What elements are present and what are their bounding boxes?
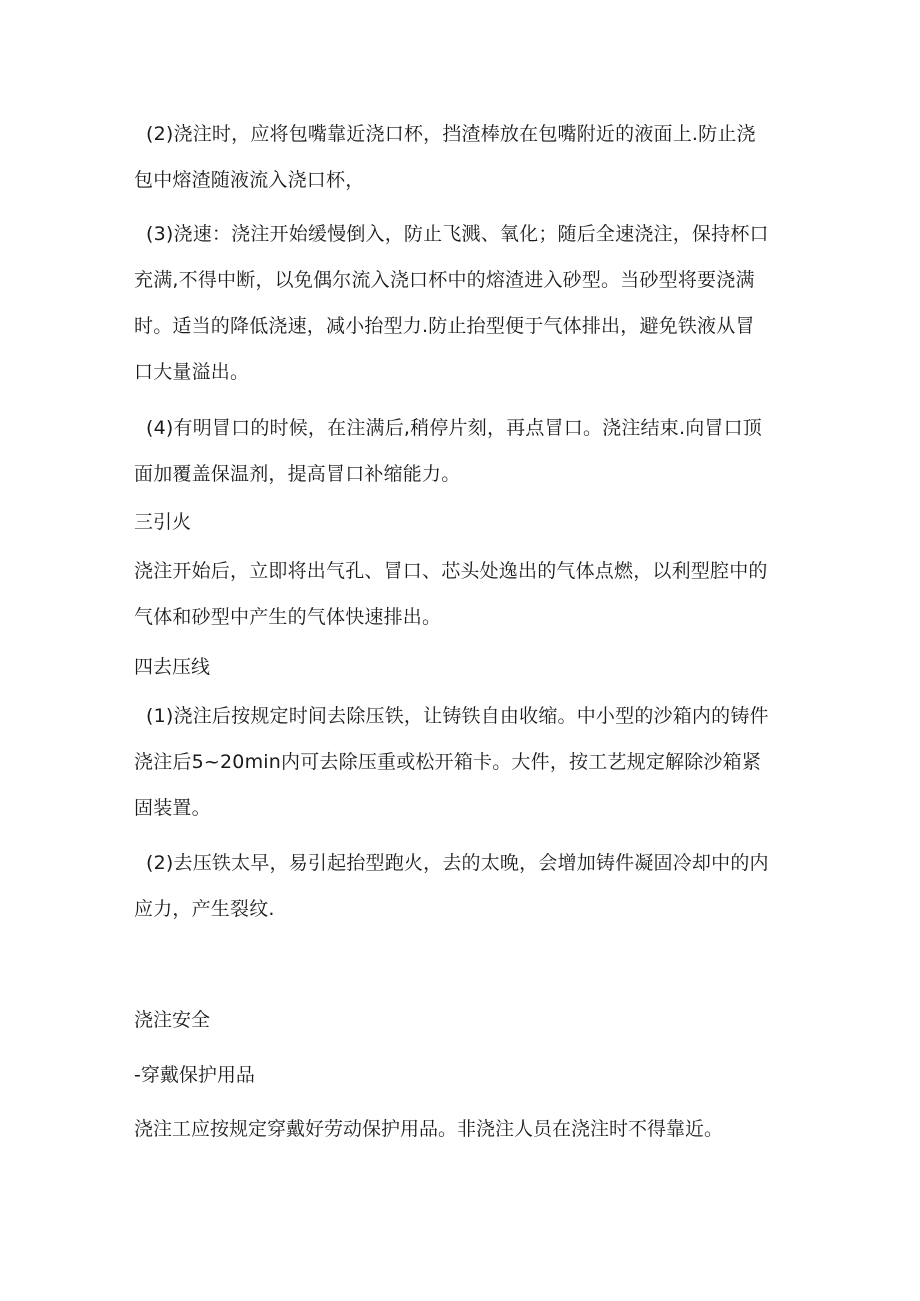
text-line: 应力，产生裂纹. [134, 898, 275, 920]
paragraph-riser [134, 405, 794, 497]
text-line: (2)浇注时，应将包嘴靠近浇口杯，挡渣棒放在包嘴附近的液面上.防止浇 [146, 123, 756, 145]
text-line: 时。适当的降低浇速，减小抬型力.防止抬型便于气体排出，避免铁液从冒 [134, 315, 755, 337]
text-line: (1)浇注后按规定时间去除压铁，让铸铁自由收缩。中小型的沙箱内的铸件 [146, 705, 769, 727]
paragraph-pouring-position [134, 111, 794, 203]
text-line: (2)去压铁太早，易引起抬型跑火，去的太晚，会增加铸件凝固冷却中的内 [146, 852, 769, 874]
section-heading-ignition: 三引火 [134, 511, 192, 533]
text-line: 包中熔渣随液流入浇口杯， [134, 169, 365, 191]
text-line: 气体和砂型中产生的气体快速排出。 [134, 606, 442, 628]
paragraph-remove-weights-timing [134, 693, 794, 831]
text-line: 面加覆盖保温剂，提高冒口补缩能力。 [134, 463, 461, 485]
text-line: (3)浇速：浇注开始缓慢倒入，防止飞溅、氧化；随后全速浇注，保持杯口 [146, 223, 769, 245]
paragraph-remove-weights-risk [134, 840, 794, 932]
paragraph-ignition [134, 548, 794, 640]
paragraph-protective-gear: 浇注工应按规定穿戴好劳动保护用品。非浇注人员在浇注时不得靠近。 [134, 1118, 724, 1140]
subheading-protective-gear: -穿戴保护用品 [134, 1064, 255, 1086]
text-line: 浇注开始后，立即将出气孔、冒口、芯头处逸出的气体点燃，以利型腔中的 [134, 560, 768, 582]
paragraph-pouring-speed [134, 211, 794, 395]
text-line: 浇注后5~20min内可去除压重或松开箱卡。大件，按工艺规定解除沙箱紧 [134, 751, 762, 773]
text-line: (4)有明冒口的时候，在注满后,稍停片刻，再点冒口。浇注结束.向冒口顶 [146, 417, 762, 439]
section-heading-remove-weights: 四去压线 [134, 656, 211, 678]
text-line: 充满,不得中断，以免偶尔流入浇口杯中的熔渣进入砂型。当砂型将要浇满 [134, 269, 755, 291]
text-line: 固装置。 [134, 797, 211, 819]
section-heading-pouring-safety: 浇注安全 [134, 1009, 211, 1031]
text-line: 口大量溢出。 [134, 361, 250, 383]
